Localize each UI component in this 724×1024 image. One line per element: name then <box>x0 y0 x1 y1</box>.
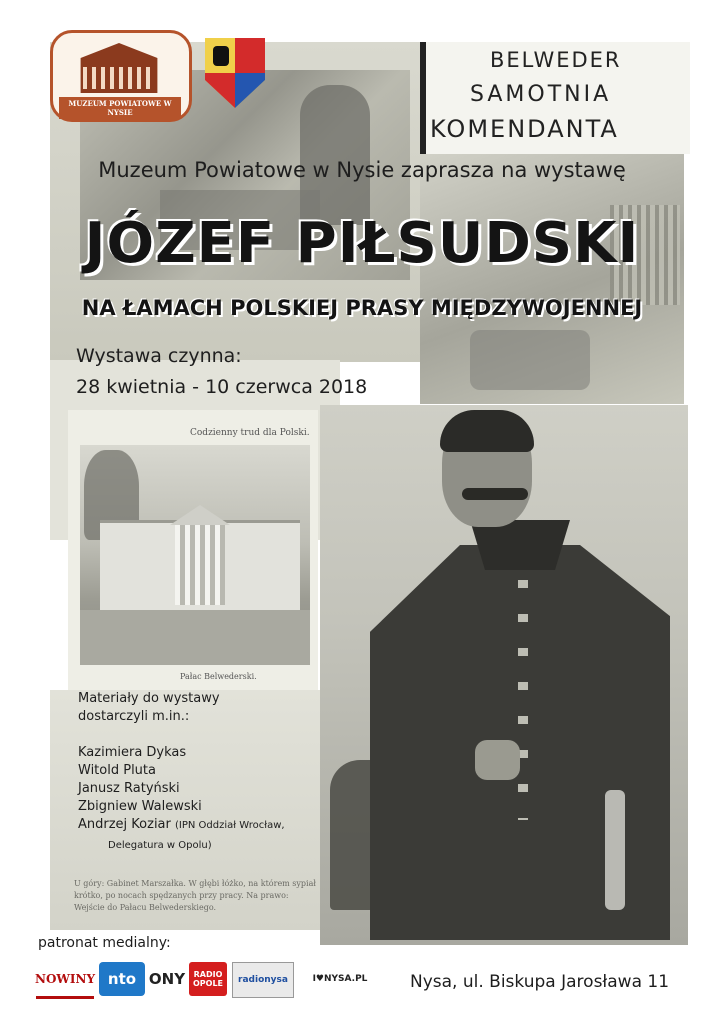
credits-heading-1: Materiały do wystawy <box>78 691 220 706</box>
newspaper-header: Codzienny trud dla Polski. <box>190 428 310 438</box>
uniform-collar <box>470 520 570 570</box>
sign-line-1: BELWEDER <box>490 48 622 72</box>
bottom-caption: U góry: Gabinet Marszałka. W głębi łóżko, na którem sypiał krótko, po nocach spędzanych przy pracy. Na prawo: Wejście do Pałacu Belwederskiego. <box>74 879 316 912</box>
invitation-text: Muzeum Powiatowe w Nysie zaprasza na wystawę <box>98 158 626 182</box>
exhibition-open-label: Wystawa czynna: <box>76 345 242 367</box>
nowiny-logo: NOWINY <box>36 962 94 999</box>
credit-name: Kazimiera Dykas <box>78 745 187 760</box>
museum-logo <box>50 30 192 122</box>
credit-note: (IPN Oddział Wrocław, <box>175 820 285 831</box>
portrait-hair <box>440 410 534 452</box>
lawn-image <box>80 610 310 665</box>
radio-opole-logo: RADIO OPOLE <box>189 962 227 996</box>
eagle-icon <box>213 46 229 66</box>
radionysa-logo: radionysa <box>232 962 294 998</box>
nto-logo: nto <box>99 962 145 996</box>
sabre-hilt <box>605 790 625 910</box>
credit-name-last <box>78 816 285 835</box>
portrait-hand <box>475 740 520 780</box>
chair-image <box>470 330 590 390</box>
credit-note-2: Delegatura w Opolu) <box>108 840 212 851</box>
sign-line-2: SAMOTNIA <box>470 82 612 107</box>
credits-heading-2: dostarczyli m.in.: <box>78 709 190 724</box>
credit-name: Witold Pluta <box>78 763 156 778</box>
exhibition-title: JÓZEF PIŁSUDSKI <box>84 211 640 276</box>
newspaper-caption: Pałac Belwederski. <box>180 672 257 681</box>
credits-spacer <box>78 726 285 744</box>
credits-block <box>78 690 285 835</box>
palace-columns <box>175 525 225 605</box>
shield-quarter <box>235 38 265 73</box>
credit-name: Andrzej Koziar <box>78 817 171 832</box>
address: Nysa, ul. Biskupa Jarosława 11 <box>410 972 670 992</box>
portrait-moustache <box>462 488 528 500</box>
sign-line-3: KOMENDANTA <box>430 115 619 143</box>
museum-logo-label: MUZEUM POWIATOWE W NYSIE <box>59 97 181 119</box>
ilovenysa-logo: I♥NYSA.PL <box>312 974 368 984</box>
ony-logo: ONY <box>148 970 186 988</box>
credit-name: Janusz Ratyński <box>78 781 180 796</box>
media-logos <box>36 962 386 998</box>
coat-buttons <box>518 580 528 820</box>
media-patronage-label: patronat medialny: <box>38 935 171 951</box>
museum-windows <box>83 67 155 89</box>
credit-name: Zbigniew Walewski <box>78 799 202 814</box>
exhibition-subtitle: NA ŁAMACH POLSKIEJ PRASY MIĘDZYWOJENNEJ <box>81 296 643 320</box>
exhibition-dates: 28 kwietnia - 10 czerwca 2018 <box>76 376 368 398</box>
